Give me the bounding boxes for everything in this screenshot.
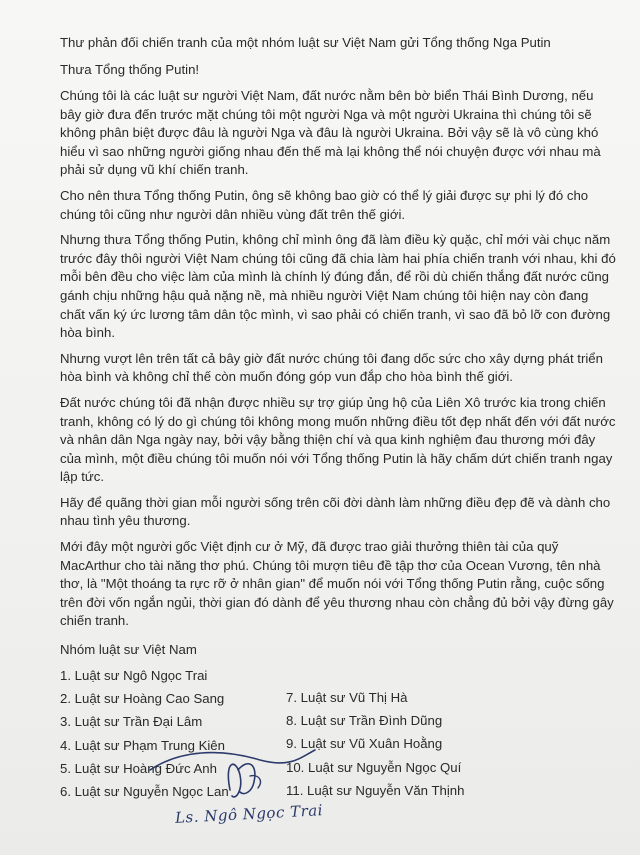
paragraph-4: Nhưng vượt lên trên tất cả bây giờ đất nước chúng tôi đang dốc sức cho xây dựng phát triển hòa bình và không chỉ thế còn muốn đóng góp vun đắp cho hòa bình thế giới.	[60, 350, 603, 385]
handwritten-signature	[140, 730, 360, 845]
signer-item: 2. Luật sư Hoàng Cao Sang	[60, 691, 225, 707]
paragraph-3: Nhưng thưa Tổng thống Putin, không chỉ mình ông đã làm điều kỳ quặc, chỉ mới vài chục năm trước đây thôi người Việt Nam chúng tôi cũng đã chia làm hai phía chiến tranh với nhau, khi đó mỗi bên đều cho việc làm của mình là chính lý đúng đắn, để rồi dù chiến thắng đất nước cũng gánh chịu những hậu quả nặng nề, mà nhiều người Việt Nam chúng tôi hiện nay còn đang chất vấn ký ức lương tâm dân tộc mình, vì sao phải có chiến tranh, vì sao đã bỏ lỡ con đường hòa bình.	[60, 232, 616, 341]
signer-item: 9. Luật sư Vũ Xuân Hoằng	[286, 736, 443, 752]
signer-item: 11. Luật sư Nguyễn Văn Thịnh	[286, 782, 465, 798]
signer-item: 4. Luật sư Phạm Trung Kiên	[60, 737, 225, 753]
salutation: Thưa Tổng thống Putin!	[60, 62, 200, 77]
signer-item: 5. Luật sư Hoàng Đức Anh	[60, 760, 217, 776]
signer-item: 7. Luật sư Vũ Thị Hà	[286, 690, 408, 706]
paragraph-6: Hãy để quãng thời gian mỗi người sống trên cõi đời dành làm những điều đẹp đẽ và dành cho nhau tình yêu thương.	[60, 494, 611, 529]
signer-item: 10. Luật sư Nguyễn Ngọc Quí	[286, 759, 462, 775]
paragraph-5: Đất nước chúng tôi đã nhận được nhiều sự trợ giúp ủng hộ của Liên Xô trước kia trong chiến tranh, không có lý do gì chúng tôi không mong muốn những điều tốt đẹp nhất đến với đất nước và nhân dân Nga ngày nay, bởi vậy bằng thiện chí và qua kinh nghiệm đau thương mới đây của mình, một điều chúng tôi muốn nói với Tổng thống Putin là hãy chấm dứt chiến tranh ngay lập tức.	[60, 394, 616, 485]
handwritten-name: Ls. Ngô Ngọc Trai	[174, 801, 324, 827]
signer-item: 8. Luật sư Trần Đình Dũng	[286, 713, 443, 729]
signer-item: 6. Luật sư Nguyễn Ngọc Lan	[60, 783, 229, 799]
paragraph-7: Mới đây một người gốc Việt định cư ở Mỹ, đã được trao giải thưởng thiên tài của quỹ MacArthur cho tài năng thơ phú. Chúng tôi mượn tiêu đề tập thơ của Ocean Vương, tên nhà thơ, là "Một thoáng ta rực rỡ ở nhân gian" để muốn nói với Tổng thống Putin rằng, cuộc sống trên đời vốn ngắn ngủi, thời gian đó dành để yêu thương nhau còn chẳng đủ bởi vậy đừng gây chiến tranh.	[60, 539, 614, 629]
paragraph-2: Cho nên thưa Tổng thống Putin, ông sẽ không bao giờ có thể lý giải được sự phi lý đó cho chúng tôi cũng như người dân nhiều vùng đất trên thế giới.	[60, 187, 589, 222]
paragraph-1: Chúng tôi là các luật sư người Việt Nam, đất nước nằm bên bờ biển Thái Bình Dương, nếu bây giờ đưa đến trước mặt chúng tôi một người Nga và một người Ukraina thì chúng tôi sẽ không phân biệt được đâu là người Nga và đâu là người Ukraina. Bởi vậy sẽ là vô cùng khó hiểu vì sao những người giống nhau đến thế mà lại không thể nói chuyện được với nhau mà phải sử dụng vũ khí chiến tranh.	[60, 88, 601, 178]
signer-item: 1. Luật sư Ngô Ngọc Trai	[60, 668, 208, 684]
signature-scribble-icon	[140, 730, 360, 845]
signer-item: 3. Luật sư Trần Đại Lâm	[60, 714, 203, 730]
group-label: Nhóm luật sư Việt Nam	[60, 642, 197, 658]
letter-title: Thư phản đối chiến tranh của một nhóm luật sư Việt Nam gửi Tổng thống Nga Putin	[60, 35, 551, 50]
